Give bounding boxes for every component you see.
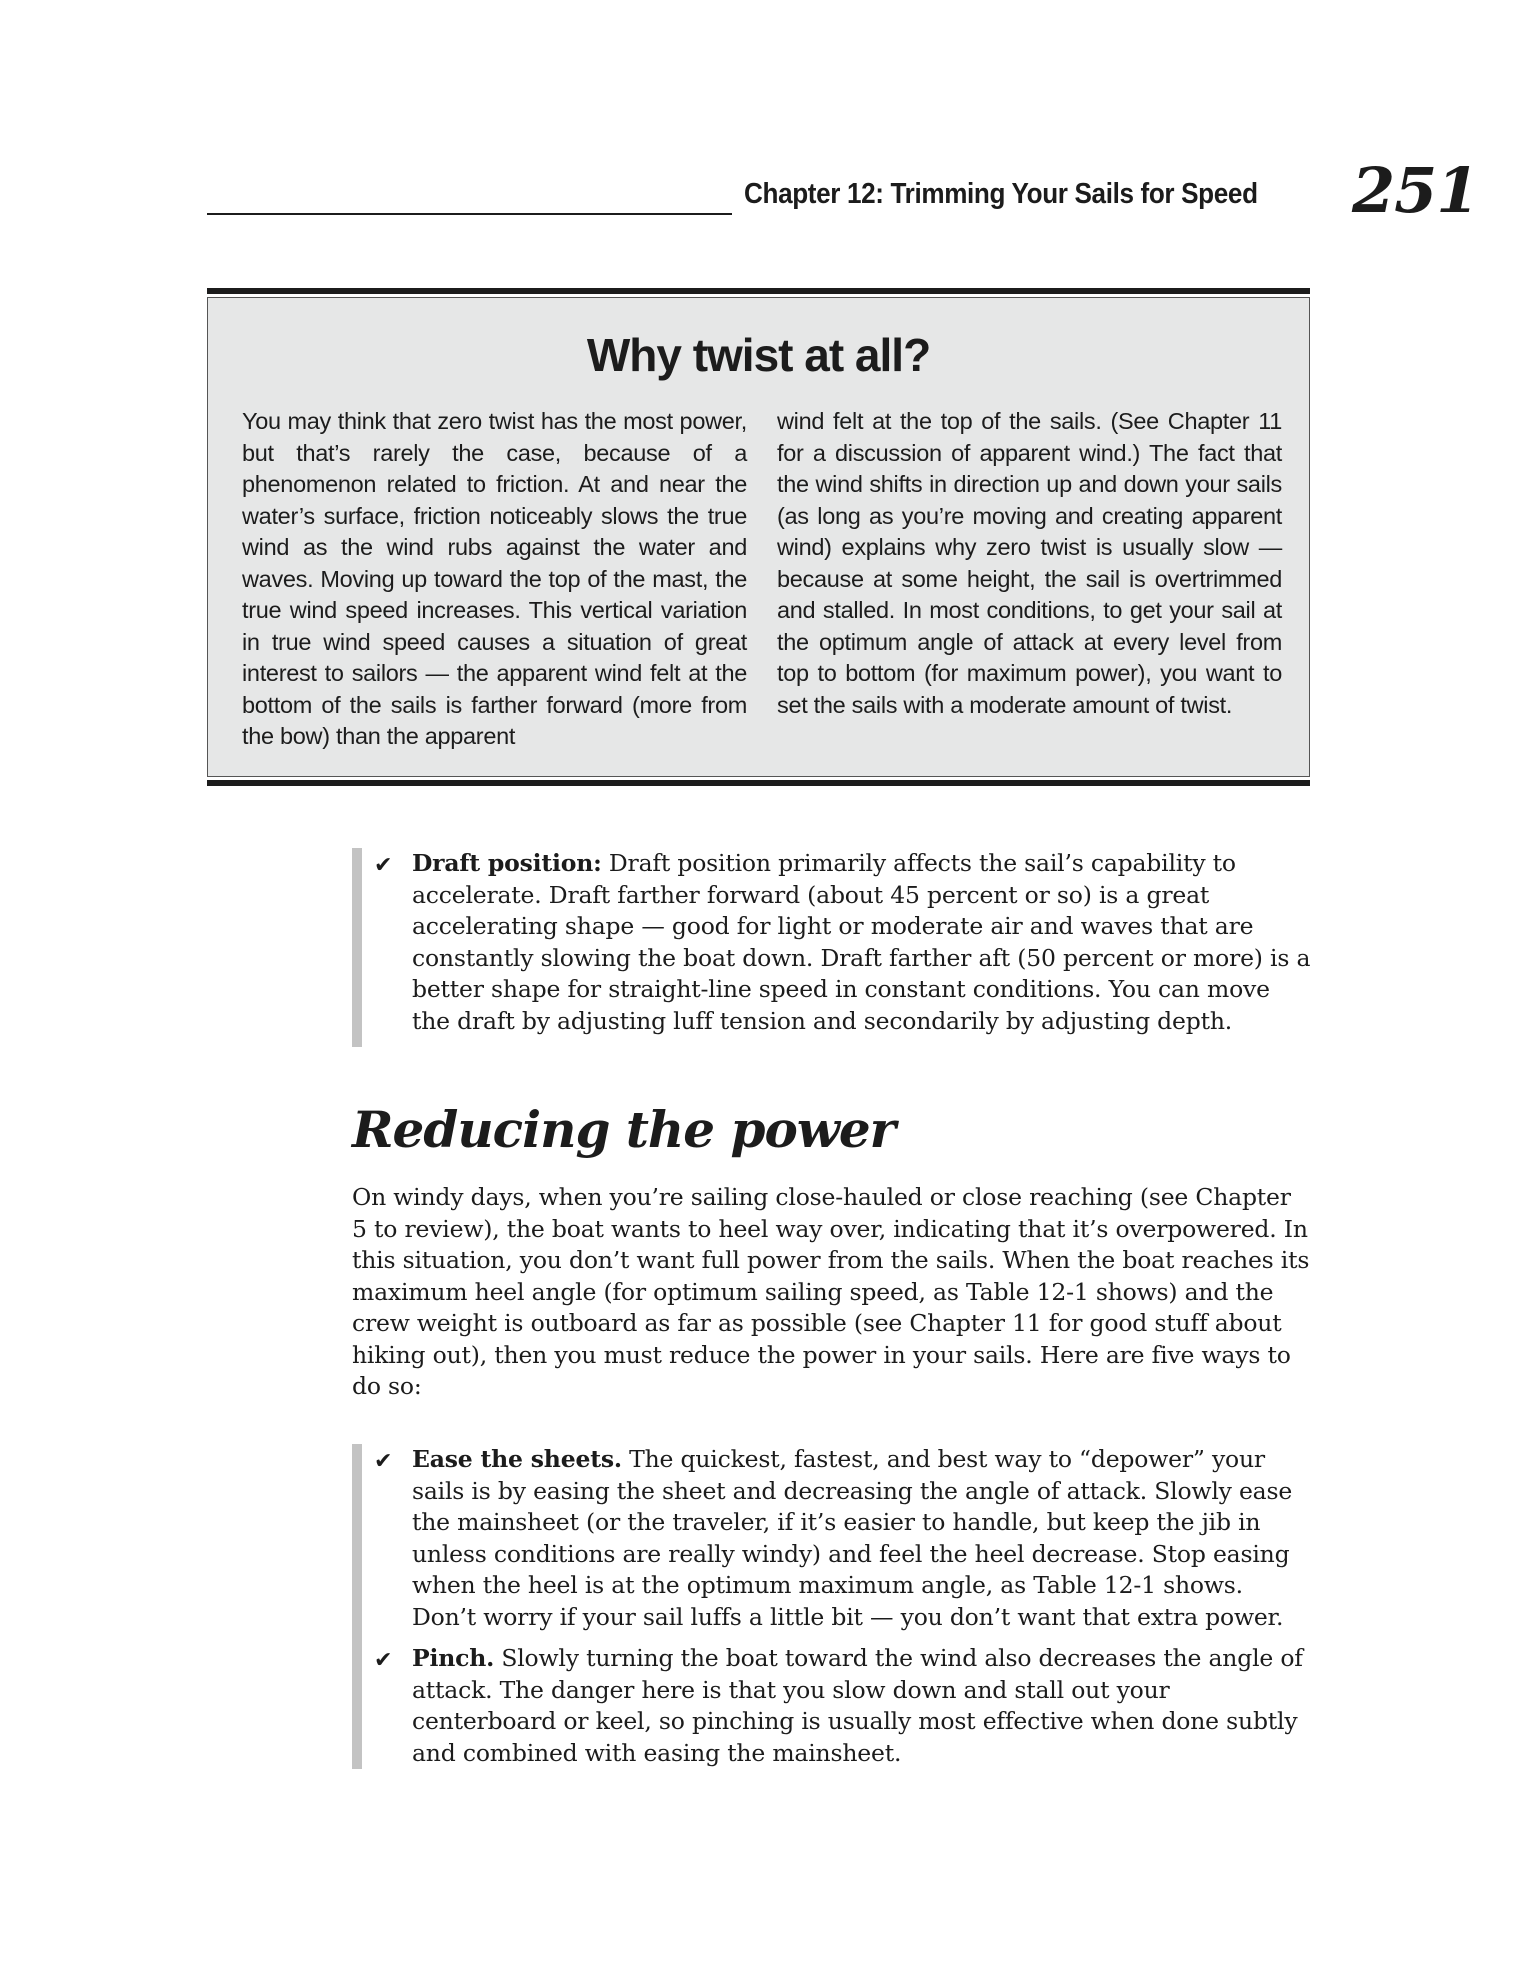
draft-bullet-list <box>352 848 1312 1047</box>
header-rule <box>207 213 732 215</box>
bullet-lead: Pinch. <box>412 1644 495 1672</box>
sidebar-box <box>207 288 1310 786</box>
sidebar-title: Why twist at all? <box>586 329 931 381</box>
list-item <box>352 1444 1312 1633</box>
running-header-title: Chapter 12: Trimming Your Sails for Speed <box>744 178 1258 210</box>
sidebar-panel <box>207 297 1310 777</box>
bullet-text: The quickest, fastest, and best way to “depower” your sails is by easing the sheet and decreasing the angle of attack. Slowly ease the mainsheet (or the traveler, if it’s easier to handle, but keep the jib in unless conditions are really windy) and feel the heel decrease. Stop easing when the heel is at the optimum maximum angle, as Table 12-1 shows. Don’t worry if your sail luffs a little bit — you don’t want that extra power. <box>412 1445 1293 1631</box>
sidebar-bottom-rule <box>207 780 1310 786</box>
checkmark-icon: ✔ <box>374 1648 393 1673</box>
bullet-lead: Ease the sheets. <box>412 1445 622 1473</box>
checkmark-icon: ✔ <box>374 1449 393 1474</box>
list-item <box>352 1643 1312 1769</box>
sidebar-column-left: You may think that zero twist has the most power, but that’s rarely the case, because of a phenomenon related to friction. At and near the water’s surface, friction noticeably slows the true wind as the wind rubs against the water and waves. Moving up toward the top of the mast, the true wind speed increases. This vertical variation in true wind speed causes a situation of great interest to sailors — the apparent wind felt at the bottom of the sails is farther forward (more from the bow) than the apparent <box>242 408 747 749</box>
sidebar-top-rule <box>207 288 1310 294</box>
sidebar-column-right: wind felt at the top of the sails. (See Chapter 11 for a discussion of apparent wind.) The fact that the wind shifts in direction up and down your sails (as long as you’re moving and creating apparent wind) explains why zero twist is usually slow — because at some height, the sail is overtrimmed and stalled. In most conditions, to get your sail at the optimum angle of attack at every level from top to bottom (for maximum power), you want to set the sails with a moderate amount of twist. <box>777 408 1282 718</box>
page-number: 251 <box>1352 154 1479 227</box>
body-paragraph: On windy days, when you’re sailing close-hauled or close reaching (see Chapter 5 to review), the boat wants to heel way over, indicating that it’s overpowered. In this situation, you don’t want full power from the sails. When the boat reaches its maximum heel angle (for optimum sailing speed, as Table 12-1 shows) and the crew weight is outboard as far as possible (see Chapter 11 for good stuff about hiking out), then you must reduce the power in your sails. Here are five ways to do so: <box>352 1183 1310 1400</box>
list-item <box>352 848 1312 1037</box>
bullet-text: Slowly turning the boat toward the wind also decreases the angle of attack. The danger here is that you slow down and stall out your centerboard or keel, so pinching is usually most effective when done subtly and combined with easing the mainsheet. <box>412 1644 1303 1767</box>
bullet-text: Draft position primarily affects the sail’s capability to accelerate. Draft farther forward (about 45 percent or so) is a great accelerating shape — good for light or moderate air and waves that are constantly slowing the boat down. Draft farther aft (50 percent or more) is a better shape for straight-line speed in constant conditions. You can move the draft by adjusting luff tension and secondarily by adjusting depth. <box>412 849 1311 1035</box>
depower-bullet-list <box>352 1444 1312 1769</box>
checkmark-icon: ✔ <box>374 853 393 878</box>
bullet-lead: Draft position: <box>412 849 602 877</box>
section-heading: Reducing the power <box>352 1100 896 1159</box>
